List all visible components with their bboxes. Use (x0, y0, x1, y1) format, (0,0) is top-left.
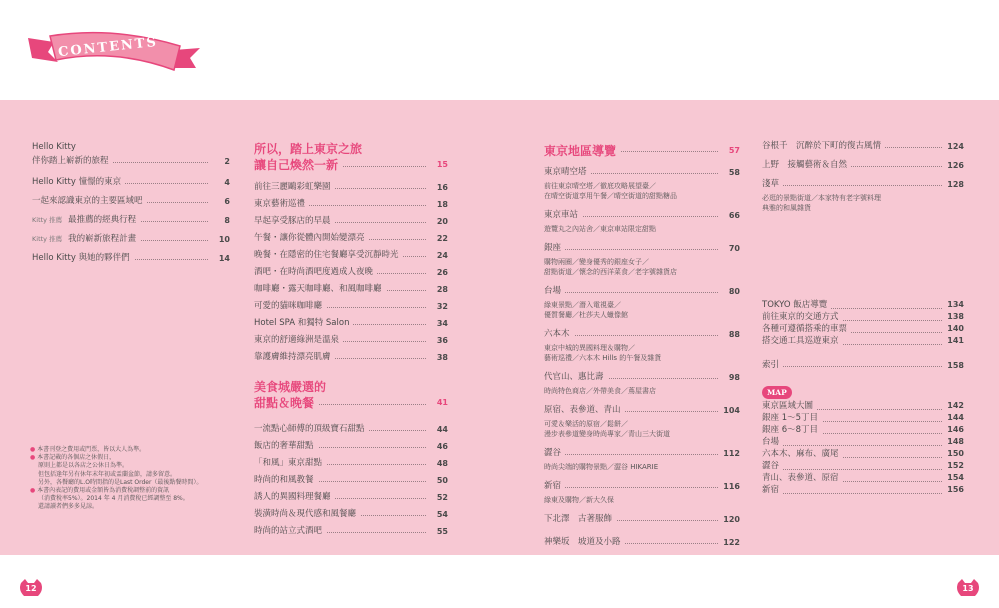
entry-title (254, 509, 360, 519)
note-line (30, 462, 240, 470)
toc-entry[interactable] (254, 264, 448, 281)
entry-page: 24 (434, 247, 448, 264)
entry-title (254, 424, 369, 434)
entry-title (762, 312, 843, 322)
entry-title (32, 253, 134, 263)
toc-entry[interactable] (762, 299, 964, 311)
entry-subtitle: 典雅的和風雜貨 (762, 204, 811, 212)
toc-entry[interactable] (762, 448, 964, 460)
entry-title (254, 318, 353, 328)
entry-title-text: 晚餐・在隱密的住宅餐廳享受沉靜時光 (254, 250, 399, 260)
toc-entry[interactable] (254, 523, 448, 540)
entry-title-text: 東京車站 (544, 210, 579, 220)
toc-entry[interactable] (254, 489, 448, 506)
entry-page: 28 (434, 281, 448, 298)
toc-entry[interactable] (254, 332, 448, 349)
page-number-left: 12 (18, 578, 44, 598)
toc-entry[interactable] (32, 193, 230, 210)
entry-title (544, 329, 574, 339)
entry-title-text: 澀谷 (544, 448, 562, 458)
leader-dots (762, 493, 942, 494)
entry-page: 48 (434, 455, 448, 472)
entry-title-text: 裝潢時尚＆現代感和風餐廳 (254, 509, 357, 519)
toc-entry[interactable] (762, 400, 964, 412)
leader-dots (544, 292, 718, 293)
entry-title-text: 銀座 6〜8丁目 (762, 425, 819, 435)
note-line (30, 471, 240, 479)
entry-title (544, 243, 565, 253)
toc-entry[interactable] (254, 472, 448, 489)
note-text: 但包括逢年另有休年末年初或盂蘭盆節，請多留意。 (38, 470, 177, 478)
entry-page: 18 (434, 196, 448, 213)
entry-title (32, 234, 140, 244)
entry-title-text: 東京藝術巡禮 (254, 199, 306, 209)
note-text: 本書刊登之費用或門票，皆以大人為準。 (37, 446, 146, 453)
entry-title-text: 澀谷 (762, 461, 780, 471)
entry-title-text: 讓自己煥然一新 (254, 158, 339, 172)
entry-title (544, 286, 565, 296)
entry-title (762, 437, 783, 447)
entry-page: 38 (434, 349, 448, 366)
entry-page: 15 (434, 157, 448, 173)
entry-title (762, 473, 843, 483)
map-label-row (762, 380, 964, 400)
entry-subtitle: 時尚尖端的購物景點／澀谷 HIKARIE (544, 463, 659, 471)
note-line (30, 487, 240, 495)
toc-entry[interactable] (544, 478, 740, 495)
entry-title-text: 台場 (544, 286, 562, 296)
entry-title-text: 東京區域大圖 (762, 401, 814, 411)
entry-title (254, 396, 318, 410)
bullet-icon: ● (30, 446, 38, 453)
entry-subtitle: 東京中城的異國料理＆購物／ (544, 344, 635, 352)
entry-title-text: 神樂坂 坡道及小路 (544, 537, 621, 547)
leader-dots (544, 487, 718, 488)
entry-title (254, 216, 335, 226)
entry-subtitle: 前往東京晴空塔／徹底攻略展望臺／ (544, 182, 656, 190)
note-line (30, 503, 240, 511)
entry-title (544, 144, 620, 158)
entry-page: 104 (720, 402, 740, 419)
toc-entry[interactable] (762, 412, 964, 424)
toc-entry[interactable] (254, 455, 448, 472)
entry-page: 112 (720, 445, 740, 462)
contents-column-2 (254, 142, 448, 540)
entry-subtitle: 購物兩圈／變身優秀的銀座女子／ (544, 258, 649, 266)
entry-subtitle: 漫步表參道變身時尚專家／青山三大街道 (544, 430, 670, 438)
contents-column-1 (32, 142, 230, 269)
entry-page: 36 (434, 332, 448, 349)
entry-title (762, 141, 885, 151)
toc-entry[interactable] (254, 395, 448, 411)
leader-dots (762, 445, 942, 446)
entry-title-text: 我的嶄新旅程計畫 (68, 234, 137, 244)
entry-page: 10 (216, 231, 230, 248)
entry-page: 144 (944, 412, 964, 424)
toc-entry[interactable] (254, 247, 448, 264)
toc-entry[interactable] (544, 142, 740, 160)
leader-dots (762, 469, 942, 470)
entry-title (762, 324, 851, 334)
toc-entry[interactable] (762, 138, 964, 155)
entry-title (762, 425, 822, 435)
entry-page: 4 (221, 174, 230, 191)
entry-title (762, 336, 843, 346)
entry-page: 80 (726, 283, 740, 300)
entry-title-text: 台場 (762, 437, 780, 447)
section-heading-line1: 所以，踏上東京之旅 (254, 142, 363, 156)
leader-dots (762, 366, 942, 367)
entry-title (762, 485, 783, 495)
toc-entry[interactable] (254, 157, 448, 173)
entry-title-text: 東京地區導覽 (544, 144, 617, 158)
toc-entry[interactable] (762, 484, 964, 496)
entry-page: 26 (434, 264, 448, 281)
toc-entry[interactable] (254, 315, 448, 332)
toc-entry[interactable] (254, 506, 448, 523)
toc-entry[interactable] (32, 153, 230, 170)
bullet-icon: ● (30, 487, 38, 495)
entry-title (762, 300, 831, 310)
toc-entry[interactable] (762, 157, 964, 174)
entry-title (544, 537, 625, 547)
toc-entry[interactable] (762, 472, 964, 484)
entry-page: 70 (726, 240, 740, 257)
entry-title-text: 青山、表參道、原宿 (762, 473, 839, 483)
toc-entry[interactable] (254, 213, 448, 230)
toc-entry[interactable] (544, 511, 740, 528)
entry-title-text: 索引 (762, 360, 780, 370)
entry-title-text: 各種可遵循搭乘的車票 (762, 324, 848, 334)
entry-title (254, 492, 335, 502)
toc-entry[interactable] (762, 460, 964, 472)
toc-entry[interactable] (254, 349, 448, 366)
toc-entry[interactable] (544, 326, 740, 343)
toc-entry[interactable] (32, 174, 230, 191)
entry-page: 116 (720, 478, 740, 495)
entry-subtitle: 在晴空街道享用午餐／晴空街道的甜點糖品 (544, 192, 677, 200)
entry-title-text: 最推薦的經典行程 (68, 215, 137, 225)
leader-dots (762, 185, 942, 186)
toc-entry[interactable] (544, 164, 740, 181)
entry-title-text: 淺草 (762, 179, 780, 189)
bullet-icon: ● (30, 454, 38, 462)
entry-subtitle: 可愛＆樂活的原宿／鬆餅／ (544, 420, 628, 428)
map-badge: MAP (762, 386, 792, 399)
toc-entry[interactable] (254, 230, 448, 247)
entry-title (544, 514, 616, 524)
entry-title-text: 六本木、麻布、廣尾 (762, 449, 839, 459)
notes-block (30, 446, 240, 512)
entry-title (254, 441, 318, 451)
entry-title (762, 160, 851, 170)
entry-page: 6 (221, 193, 230, 210)
page-number-right: 13 (955, 578, 981, 598)
entry-title-text: 午餐・讓你從體內開始變漂亮 (254, 233, 365, 243)
leader-dots (544, 454, 718, 455)
entry-title-text: 代官山、惠比壽 (544, 372, 604, 382)
toc-entry[interactable] (544, 283, 740, 300)
entry-title-text: 飯店的奢華甜點 (254, 441, 314, 451)
toc-entry[interactable] (544, 207, 740, 224)
entry-title-text: 靠護膚維持漂亮肌膚 (254, 352, 331, 362)
note-line (30, 479, 240, 487)
note-text: 還請讀者們多多見諒。 (38, 503, 99, 511)
toc-entry[interactable] (254, 421, 448, 438)
entry-title-text: 早起享受豚店的早晨 (254, 216, 331, 226)
note-text: （消費稅率5%）。2014 年 4 月消費稅已經調整至 8%。 (38, 495, 189, 503)
entry-prefix (32, 142, 230, 153)
toc-entry[interactable] (762, 311, 964, 323)
note-text: 本書記載的各個店之休假日， (37, 454, 116, 462)
entry-title-text: 六本木 (544, 329, 570, 339)
entry-title-text: 誘人的異國料理餐廳 (254, 492, 331, 502)
entry-title-text: 伴你踏上嶄新的旅程 (32, 156, 109, 166)
entry-title (544, 167, 591, 177)
entry-page: 124 (944, 138, 964, 155)
entry-title (254, 301, 326, 311)
entry-page: 158 (944, 357, 964, 374)
toc-entry[interactable] (762, 176, 964, 193)
entry-title (762, 179, 783, 189)
entry-page: 16 (434, 179, 448, 196)
entry-subtitle: 綠東景點／潛入電視臺／ (544, 301, 621, 309)
toc-entry[interactable] (762, 424, 964, 436)
toc-entry[interactable] (544, 369, 740, 386)
entry-title (254, 182, 335, 192)
entry-page: 150 (944, 448, 964, 460)
entry-title (254, 284, 386, 294)
entry-page: 57 (726, 142, 740, 160)
entry-title (544, 448, 565, 458)
entry-page: 154 (944, 472, 964, 484)
entry-title-text: 前往東京的交通方式 (762, 312, 839, 322)
entry-title-text: Hello Kitty 與她的夥伴們 (32, 253, 130, 263)
kitty-recommend-tag: Kitty 推薦 (32, 235, 63, 243)
toc-entry[interactable] (762, 335, 964, 347)
entry-title (32, 177, 125, 187)
entry-title (254, 526, 326, 536)
entry-title (544, 210, 582, 220)
entry-title-text: 「和風」東京甜點 (254, 458, 323, 468)
entry-title-text: 新宿 (544, 481, 562, 491)
entry-page: 156 (944, 484, 964, 496)
leader-dots (544, 249, 718, 250)
entry-title-text: 銀座 1〜5丁目 (762, 413, 819, 423)
entry-page: 122 (720, 534, 740, 551)
toc-entry[interactable] (254, 196, 448, 213)
entry-title-text: 原宿、表參道、青山 (544, 405, 621, 415)
note-text: 本書內表記的費用或金額皆為消費稅調整前的資訊 (37, 487, 170, 495)
section-heading-line1: 美食城嚴選的 (254, 380, 327, 394)
toc-entry[interactable] (544, 402, 740, 419)
entry-page: 22 (434, 230, 448, 247)
entry-title-text: 咖啡廳・露天咖啡廳、和風咖啡廳 (254, 284, 382, 294)
entry-title (762, 461, 783, 471)
entry-title-text: 前往三麗鷗彩虹樂園 (254, 182, 331, 192)
entry-title (254, 335, 343, 345)
entry-page: 148 (944, 436, 964, 448)
entry-title (254, 233, 369, 243)
entry-page: 140 (944, 323, 964, 335)
entry-title-text: 時尚的和風教餐 (254, 475, 314, 485)
entry-page: 152 (944, 460, 964, 472)
entry-title (762, 449, 843, 459)
entry-title-text: 可愛的貓咪咖啡廳 (254, 301, 323, 311)
entry-title (254, 458, 326, 468)
entry-title (254, 352, 335, 362)
entry-page: 20 (434, 213, 448, 230)
kitty-recommend-tag: Kitty 推薦 (32, 216, 63, 224)
toc-entry[interactable] (762, 436, 964, 448)
toc-entry[interactable] (254, 298, 448, 315)
toc-entry[interactable] (32, 231, 230, 248)
entry-title-text: 時尚的站立式酒吧 (254, 526, 323, 536)
entry-title-text: Hello Kitty 憧憬的東京 (32, 177, 122, 187)
entry-title (254, 199, 309, 209)
entry-title-text: 酒吧・在時尚酒吧度過成人夜晚 (254, 267, 374, 277)
entry-page: 50 (434, 472, 448, 489)
entry-page: 134 (944, 299, 964, 311)
toc-entry[interactable] (254, 281, 448, 298)
entry-title-text: Hotel SPA 和獨特 Salon (254, 318, 350, 328)
entry-title-text: 銀座 (544, 243, 562, 253)
entry-page: 41 (434, 395, 448, 411)
entry-title (762, 360, 783, 370)
note-line (30, 446, 240, 454)
toc-entry[interactable] (32, 212, 230, 229)
entry-page: 128 (944, 176, 964, 193)
entry-subtitle: 甜點街道／懷念的西洋菜食／老字號雜貨店 (544, 268, 677, 276)
entry-title-text: 甜點＆晚餐 (254, 396, 315, 410)
entry-title (32, 196, 147, 206)
entry-title (762, 401, 817, 411)
entry-page: 88 (726, 326, 740, 343)
entry-title-text: TOKYO 飯店導覽 (762, 300, 828, 310)
note-text: 另外，各餐廳的L.O時間指的是Last Order（最後點餐時間）。 (38, 478, 203, 486)
entry-page: 32 (434, 298, 448, 315)
note-text: 原則上都是以各店之公休日為準。 (38, 462, 129, 470)
entry-title (544, 481, 565, 491)
entry-page: 2 (221, 153, 230, 170)
entry-subtitle: 必逛的景點街道／本家特有老字號料理 (762, 194, 881, 202)
entry-title (254, 250, 403, 260)
entry-title-text: 下北澤 古著服飾 (544, 514, 613, 524)
toc-entry[interactable] (762, 323, 964, 335)
entry-title-text: 搭交通工具巡遊東京 (762, 336, 839, 346)
entry-prefix-text: Hello Kitty (32, 142, 80, 152)
toc-entry[interactable] (544, 534, 740, 551)
page-title: CONTENTS (57, 34, 159, 61)
entry-title (762, 413, 822, 423)
scallop-edge-bottom (0, 549, 999, 559)
entry-title (254, 475, 318, 485)
entry-page: 98 (726, 369, 740, 386)
contents-column-3 (544, 142, 740, 557)
toc-entry[interactable] (544, 445, 740, 462)
entry-title-text: 新宿 (762, 485, 780, 495)
entry-title (254, 267, 377, 277)
entry-title (254, 158, 342, 172)
entry-page: 146 (944, 424, 964, 436)
entry-page: 44 (434, 421, 448, 438)
entry-title-text: 東京晴空塔 (544, 167, 587, 177)
entry-page: 126 (944, 157, 964, 174)
entry-title-text: 一起來認識東京的主要區域吧 (32, 196, 143, 206)
entry-page: 66 (726, 207, 740, 224)
entry-page: 34 (434, 315, 448, 332)
entry-title-text: 谷根千 沉醉於下町的復古風情 (762, 141, 882, 151)
toc-entry[interactable] (254, 179, 448, 196)
entry-page: 55 (434, 523, 448, 540)
entry-page: 52 (434, 489, 448, 506)
entry-page: 8 (221, 212, 230, 229)
toc-entry[interactable] (254, 438, 448, 455)
entry-title-text: 一流點心師傅的頂級寶石甜點 (254, 424, 365, 434)
entry-page: 58 (726, 164, 740, 181)
entry-title-text: 上野 接觸藝術＆自然 (762, 160, 848, 170)
entry-page: 138 (944, 311, 964, 323)
entry-title (544, 405, 625, 415)
entry-page: 142 (944, 400, 964, 412)
entry-page: 46 (434, 438, 448, 455)
entry-subtitle: 遊覽丸之內站舍／東京車站限定甜點 (544, 225, 656, 233)
entry-subtitle: 藝術巡禮／六本木 Hills 的午餐及雜貨 (544, 354, 662, 362)
contents-column-4 (762, 138, 964, 496)
entry-subtitle: 時尚特色商店／外帶美食／蔦屋書店 (544, 387, 656, 395)
toc-entry[interactable] (32, 250, 230, 267)
entry-title-text: 東京的舒適綠洲是溫泉 (254, 335, 340, 345)
entry-subtitle: 綠東及購物／新大久保 (544, 496, 614, 504)
entry-title (32, 215, 140, 225)
entry-page: 54 (434, 506, 448, 523)
entry-subtitle: 優質餐廳／杜莎夫人蠟像館 (544, 311, 628, 319)
entry-page: 14 (216, 250, 230, 267)
toc-entry[interactable] (762, 357, 964, 374)
entry-page: 141 (944, 335, 964, 347)
scallop-edge-top (0, 96, 999, 106)
toc-entry[interactable] (544, 240, 740, 257)
entry-title (32, 156, 113, 166)
entry-page: 120 (720, 511, 740, 528)
entry-title (544, 372, 608, 382)
